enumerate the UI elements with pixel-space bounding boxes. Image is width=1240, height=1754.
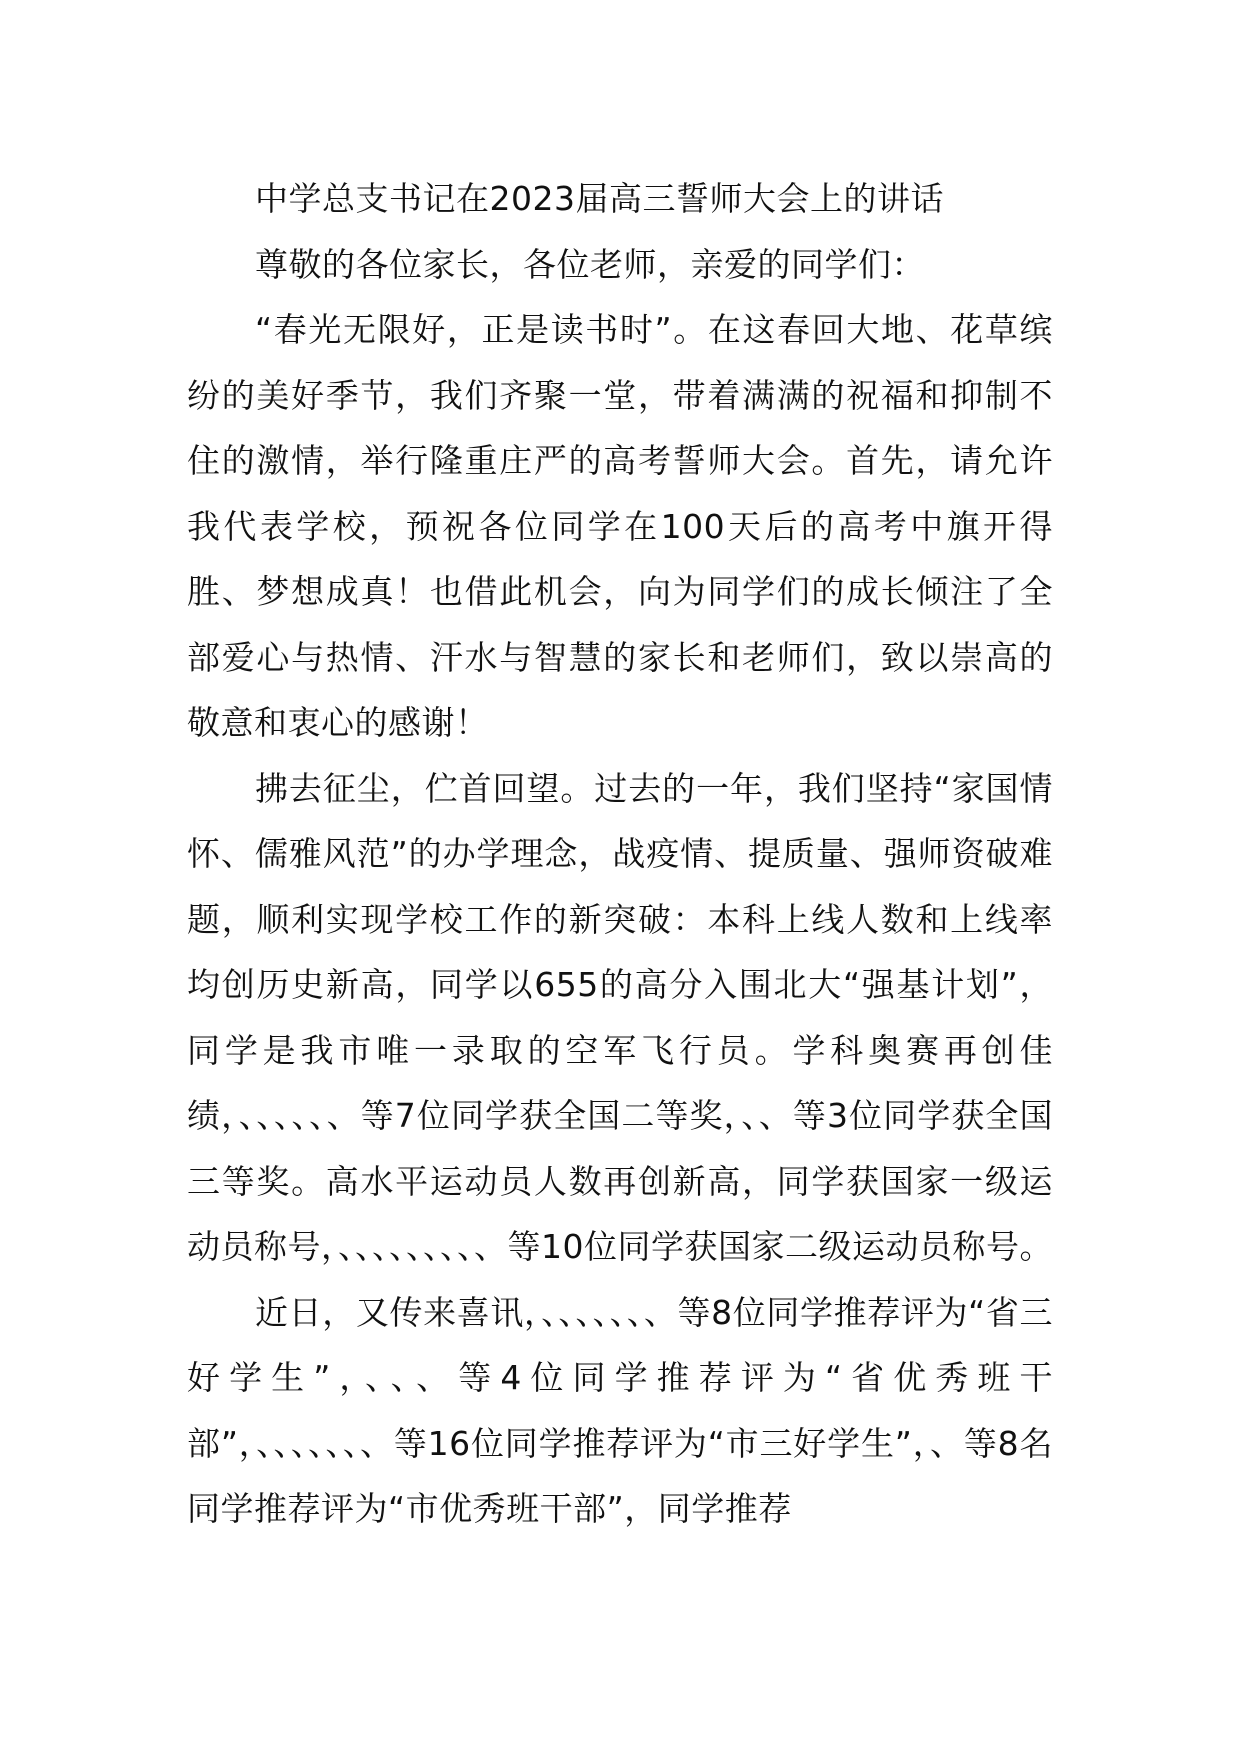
document-body [187,166,1053,1542]
paragraph-achievements: 拂去征尘，伫首回望。过去的一年，我们坚持“家国情怀、儒雅风范”的办学理念，战疫情、提质量、强师资破难题，顺利实现学校工作的新突破：本科上线人数和上线率均创历史新高，同学以655的高分入围北大“强基计划”，同学是我市唯一录取的空军飞行员。学科奥赛再创佳绩，、、、、、、等7位同学获全国二等奖，、、等3位同学获全国三等奖。高水平运动员人数再创新高，同学获国家一级运动员称号，、、、、、、、、、等10位同学获国家二级运动员称号。 [187,768,1053,1266]
salutation: 尊敬的各位家长，各位老师，亲爱的同学们： [255,244,925,284]
document-title: 中学总支书记在2023届高三誓师大会上的讲话 [255,179,944,218]
paragraph-recent-news: 近日，又传来喜讯，、、、、、、、等8位同学推荐评为“省三好学生”，、、、等4位同学推荐评为“省优秀班干部”，、、、、、、、等16位同学推荐评为“市三好学生”，、等8名同学推荐评为“市优秀班干部”，同学推荐 [187,1292,1053,1528]
paragraph-opening: “春光无限好，正是读书时”。在这春回大地、花草缤纷的美好季节，我们齐聚一堂，带着满满的祝福和抑制不住的激情，举行隆重庄严的高考誓师大会。首先，请允许我代表学校，预祝各位同学在100天后的高考中旗开得胜、梦想成真！也借此机会，向为同学们的成长倾注了全部爱心与热情、汗水与智慧的家长和老师们，致以崇高的敬意和衷心的感谢！ [187,310,1053,742]
